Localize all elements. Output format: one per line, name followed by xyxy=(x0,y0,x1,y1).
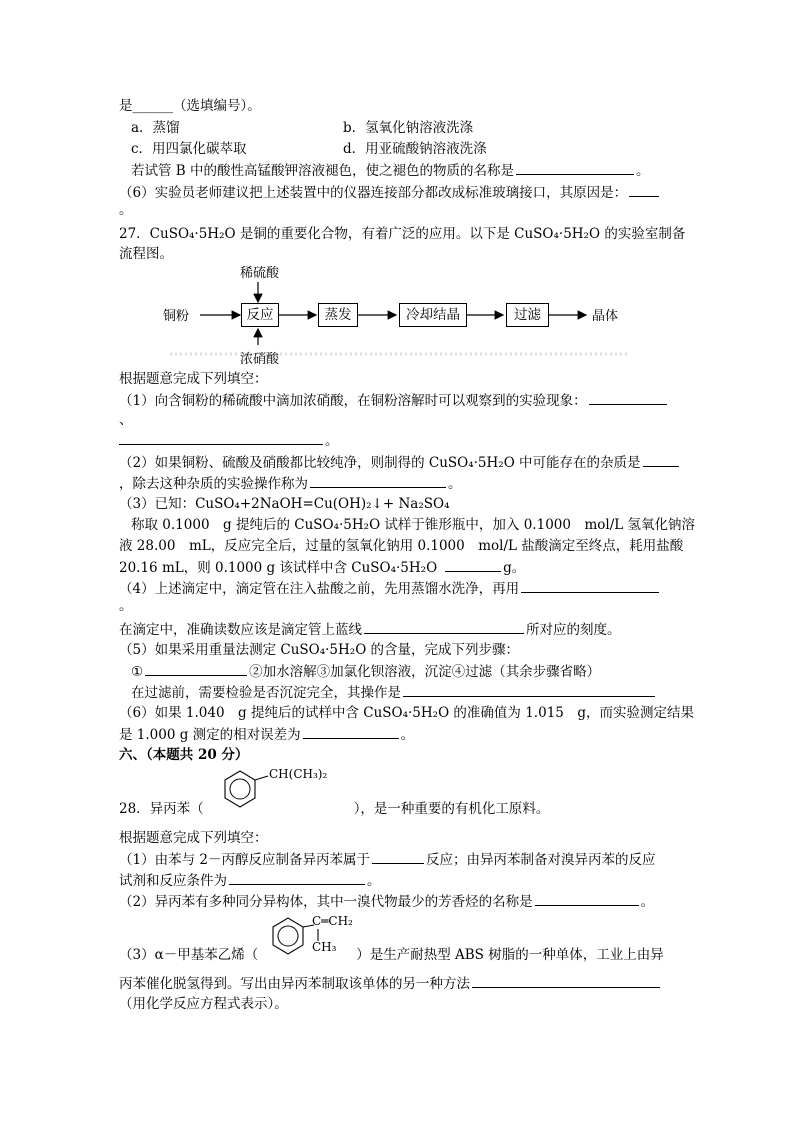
cumene-substituent: CH(CH₃)₂ xyxy=(269,767,328,781)
q27-part-4b: 在滴定中，准确读数应该是滴定管上蓝线 所对应的刻度。 xyxy=(119,622,621,638)
q27-part-4a: （4）上述滴定中，滴定管在注入盐酸之前，先用蒸馏水洗净，再用 xyxy=(119,579,661,598)
q28-part-3c: （用化学反应方程式表示）。 xyxy=(119,996,288,1012)
answer-blank[interactable] xyxy=(229,871,365,885)
methylstyrene-methyl: CH₃ xyxy=(312,940,337,954)
benzene-ring-circle xyxy=(230,779,250,799)
answer-blank[interactable] xyxy=(472,974,660,988)
q26-option-b: b．氢氧化钠溶液洗涤 xyxy=(343,120,474,136)
q27-part-4a-end: 。 xyxy=(119,598,133,614)
q27-part-3c: 液 28.00 mL，反应完全后，过量的氢氧化钠用 0.1000 mol/L 盐酸滴定至终点，耗用盐酸 xyxy=(119,538,684,554)
flow-reagent-sulfuric: 稀硫酸 xyxy=(240,266,280,281)
q26-tube-b-question: 若试管 B 中的酸性高锰酸钾溶液褪色，使之褪色的物质的名称是 。 xyxy=(131,163,650,179)
q28-instruction: 根据题意完成下列填空： xyxy=(119,830,268,846)
q26-part-6-end: 。 xyxy=(119,202,133,218)
answer-blank[interactable] xyxy=(372,850,424,864)
q26-option-d: d．用亚硫酸钠溶液洗涤 xyxy=(343,141,487,157)
q28-part-3a: （3）α－甲基苯乙烯（ ）是生产耐热型 ABS 树脂的一种单体，工业上由异 xyxy=(119,947,664,963)
q27-instruction: 根据题意完成下列填空： xyxy=(119,371,268,387)
q27-part-3b: 称取 0.1000 g 提纯后的 CuSO₄·5H₂O 试样于锥形瓶中，加入 0.1000 mol/L 氢氧化钠溶 xyxy=(131,517,696,533)
flow-step-filter: 过滤 xyxy=(506,303,549,327)
q27-part-6a: （6）如果 1.040 g 提纯后的试样中含 CuSO₄·5H₂O 的准确值为 1.015 g，而实验测定结果 xyxy=(119,705,695,721)
q26-part-6: （6）实验员老师建议把上述装置中的仪器连接部分都改成标准玻璃接口，其原因是： xyxy=(119,183,661,202)
benzene-ring-circle xyxy=(278,926,298,946)
q27-intro-2: 流程图。 xyxy=(119,246,173,262)
section-6-title: 六、（本题共 20 分） xyxy=(119,747,249,763)
q27-part-5c: 在过滤前，需要检验是否沉淀完全，其操作是 xyxy=(131,683,657,702)
q27-part-5a: （5）如果采用重量法测定 CuSO₄·5H₂O 的含量，完成下列步骤： xyxy=(119,642,520,658)
q28-part-3b: 丙苯催化脱氢得到。写出由异丙苯制取该单体的另一种方法 xyxy=(119,974,662,993)
q27-intro-1: 27．CuSO₄·5H₂O 是铜的重要化合物，有着广泛的应用。以下是 CuSO₄·5H₂O 的实验室制备 xyxy=(119,226,686,242)
q27-part-1-cont: 、 xyxy=(119,412,133,428)
flow-input-copper: 铜粉 xyxy=(163,309,190,324)
q27-part-2b: ，除去这种杂质的实验操作称为 。 xyxy=(119,476,462,492)
flow-output-crystal: 晶体 xyxy=(592,309,619,324)
q27-part-3d: 20.16 mL，则 0.1000 g 该试样中含 CuSO₄·5H₂O g。 xyxy=(119,560,526,576)
flow-step-reaction: 反应 xyxy=(241,303,279,327)
q27-part-6b: 是 1.000 g 测定的相对误差为 。 xyxy=(119,727,415,743)
q26-option-a: a．蒸馏 xyxy=(131,120,180,136)
q28-part-1b: 试剂和反应条件为 。 xyxy=(119,873,381,889)
flow-reagent-nitric: 浓硝酸 xyxy=(240,352,280,367)
methylstyrene-vinyl: C═CH₂ xyxy=(312,914,353,928)
q27-part-2a: （2）如果铜粉、硫酸及硝酸都比较纯净，则制得的 CuSO₄·5H₂O 中可能存在的杂质是 xyxy=(119,453,681,472)
q26-line-1: 是______（选填编号）。 xyxy=(119,98,261,114)
q27-part-5b: ① ②加水溶解③加氯化钡溶液，沉淀④过滤（其余步骤省略） xyxy=(131,664,601,680)
q28-part-1a: （1）由苯与 2－丙醇反应制备异丙苯属于 反应；由异丙苯制备对溴异丙苯的反应 xyxy=(119,852,656,868)
q26-option-c: c．用四氯化碳萃取 xyxy=(131,141,247,157)
q27-part-1: （1）向含铜粉的稀硫酸中滴加浓硝酸，在铜粉溶解时可以观察到的实验现象： xyxy=(119,391,669,410)
q27-part-3a: （3）已知：CuSO₄+2NaOH=Cu(OH)₂↓+ Na₂SO₄ xyxy=(119,496,450,512)
flow-step-crystallize: 冷却结晶 xyxy=(399,303,467,327)
bond xyxy=(255,776,268,780)
q27-part-1-end: 。 xyxy=(119,431,339,450)
q28-part-2: （2）异丙苯有多种同分异构体，其中一溴代物最少的芳香烃的名称是 。 xyxy=(119,894,655,910)
q28-intro: 28．异丙苯（ ），是一种重要的有机化工原料。 xyxy=(119,801,550,817)
answer-blank[interactable] xyxy=(535,892,639,906)
flow-step-evaporate: 蒸发 xyxy=(318,303,358,327)
